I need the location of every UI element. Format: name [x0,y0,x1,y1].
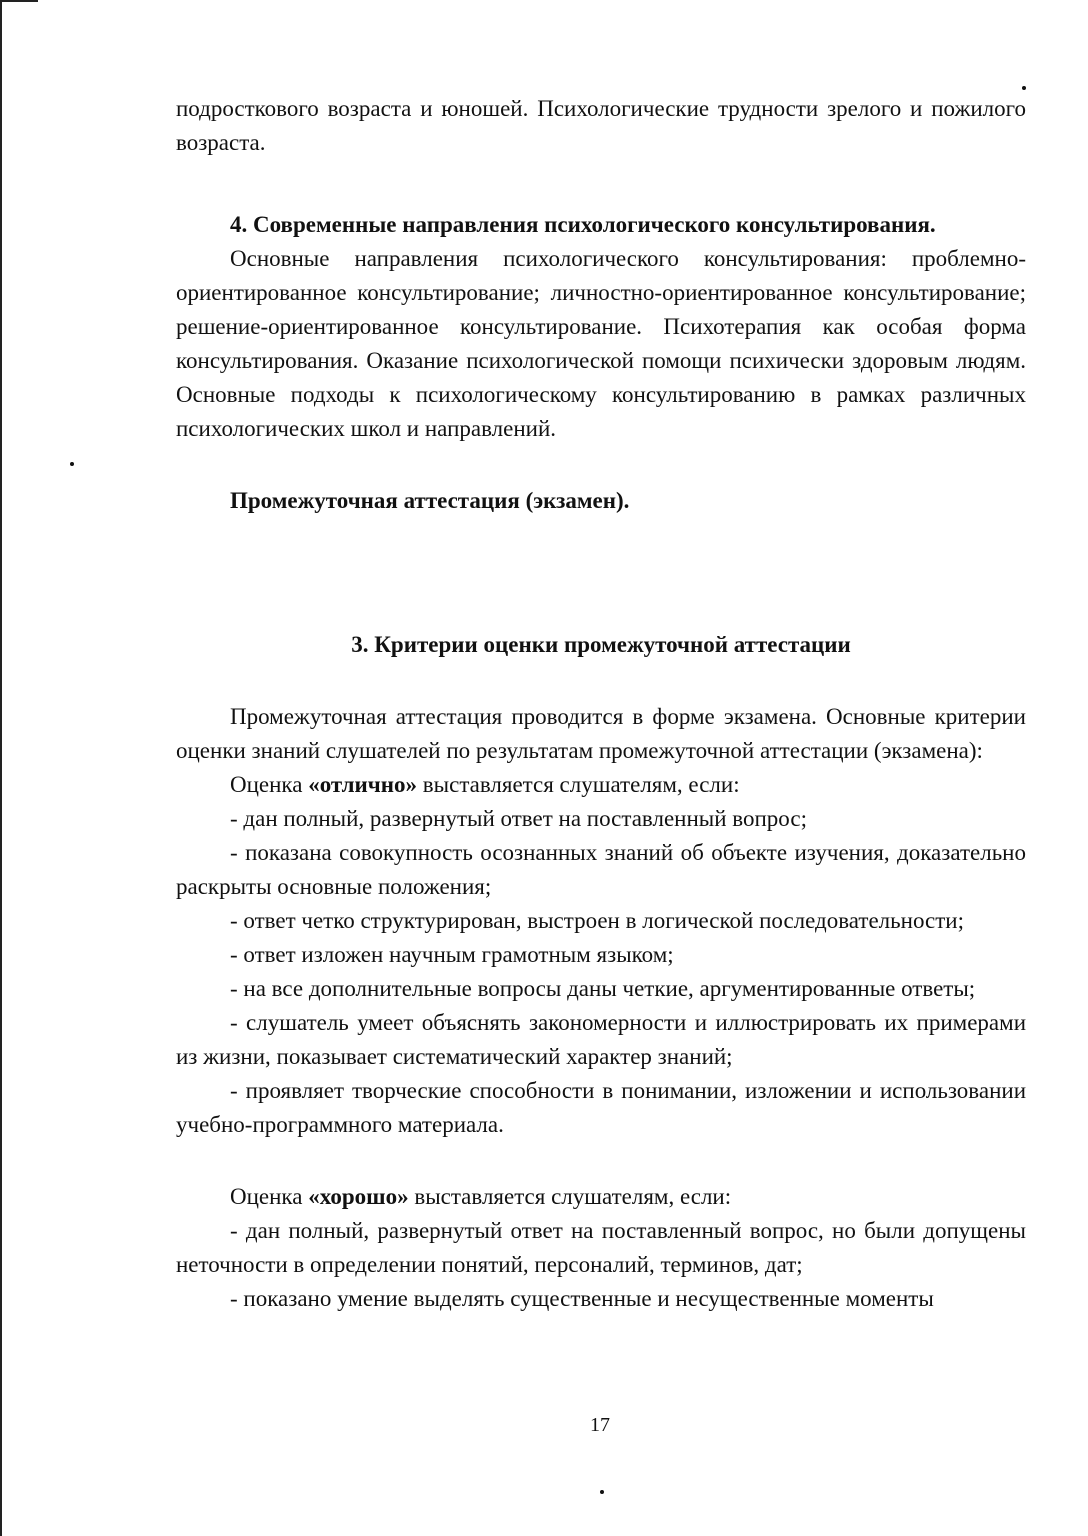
grade-excellent-line [176,768,1026,802]
grade-excellent: «отлично» [308,772,418,797]
page-number: 17 [590,1414,610,1436]
list-item: - слушатель умеет объяснять закономерности и иллюстрировать их примерами из жизни, показывает систематический характер знаний; [176,1010,1026,1069]
list-item: - на все дополнительные вопросы даны четкие, аргументированные ответы; [230,976,976,1001]
grade-prefix: Оценка [230,1184,309,1209]
list-item: - ответ четко структурирован, выстроен в логической последовательности; [230,908,964,933]
section-heading: 3. Критерии оценки промежуточной аттестации [351,632,851,657]
grade-suffix: выставляется слушателям, если: [408,1184,732,1209]
grade-good: «хорошо» [308,1184,409,1209]
list-item: - дан полный, развернутый ответ на поставленный вопрос, но были допущены неточности в определении понятий, персоналий, терминов, дат; [176,1218,1026,1277]
page-content [176,92,1026,1316]
scan-speck [600,1490,604,1494]
criteria-intro: Промежуточная аттестация проводится в форме экзамена. Основные критерии оценки знаний слушателей по результатам промежуточной аттестации (экзамена): [176,704,1026,763]
list-item: - ответ изложен научным грамотным языком; [230,942,674,967]
subsection-heading: 4. Современные направления психологического консультирования. [230,212,936,237]
list-item: - проявляет творческие способности в понимании, изложении и использовании учебно-программного материала. [176,1078,1026,1137]
paragraph-directions: Основные направления психологического консультирования: проблемно-ориентированное консультирование; личностно-ориентированное консультирование; решение-ориентированное консультирование. Психотерапия как особая форма консультирования. Оказание психологической помощи психически здоровым людям. Основные подходы к психологическому консультированию в рамках различных психологических школ и направлений. [176,246,1026,441]
list-item: - показано умение выделять существенные и несущественные моменты [230,1286,934,1311]
scan-edge-left [0,0,2,1536]
list-item: - дан полный, развернутый ответ на поставленный вопрос; [230,806,807,831]
scan-speck [1022,86,1026,90]
grade-suffix: выставляется слушателям, если: [417,772,740,797]
grade-good-line [176,1180,1026,1214]
paragraph-continuation: подросткового возраста и юношей. Психологические трудности зрелого и пожилого возраста. [176,96,1026,155]
grade-prefix: Оценка [230,772,309,797]
list-item: - показана совокупность осознанных знаний об объекте изучения, доказательно раскрыты основные положения; [176,840,1026,899]
scan-speck [70,462,74,466]
scan-edge-top [0,0,38,2]
exam-heading: Промежуточная аттестация (экзамен). [230,488,630,513]
